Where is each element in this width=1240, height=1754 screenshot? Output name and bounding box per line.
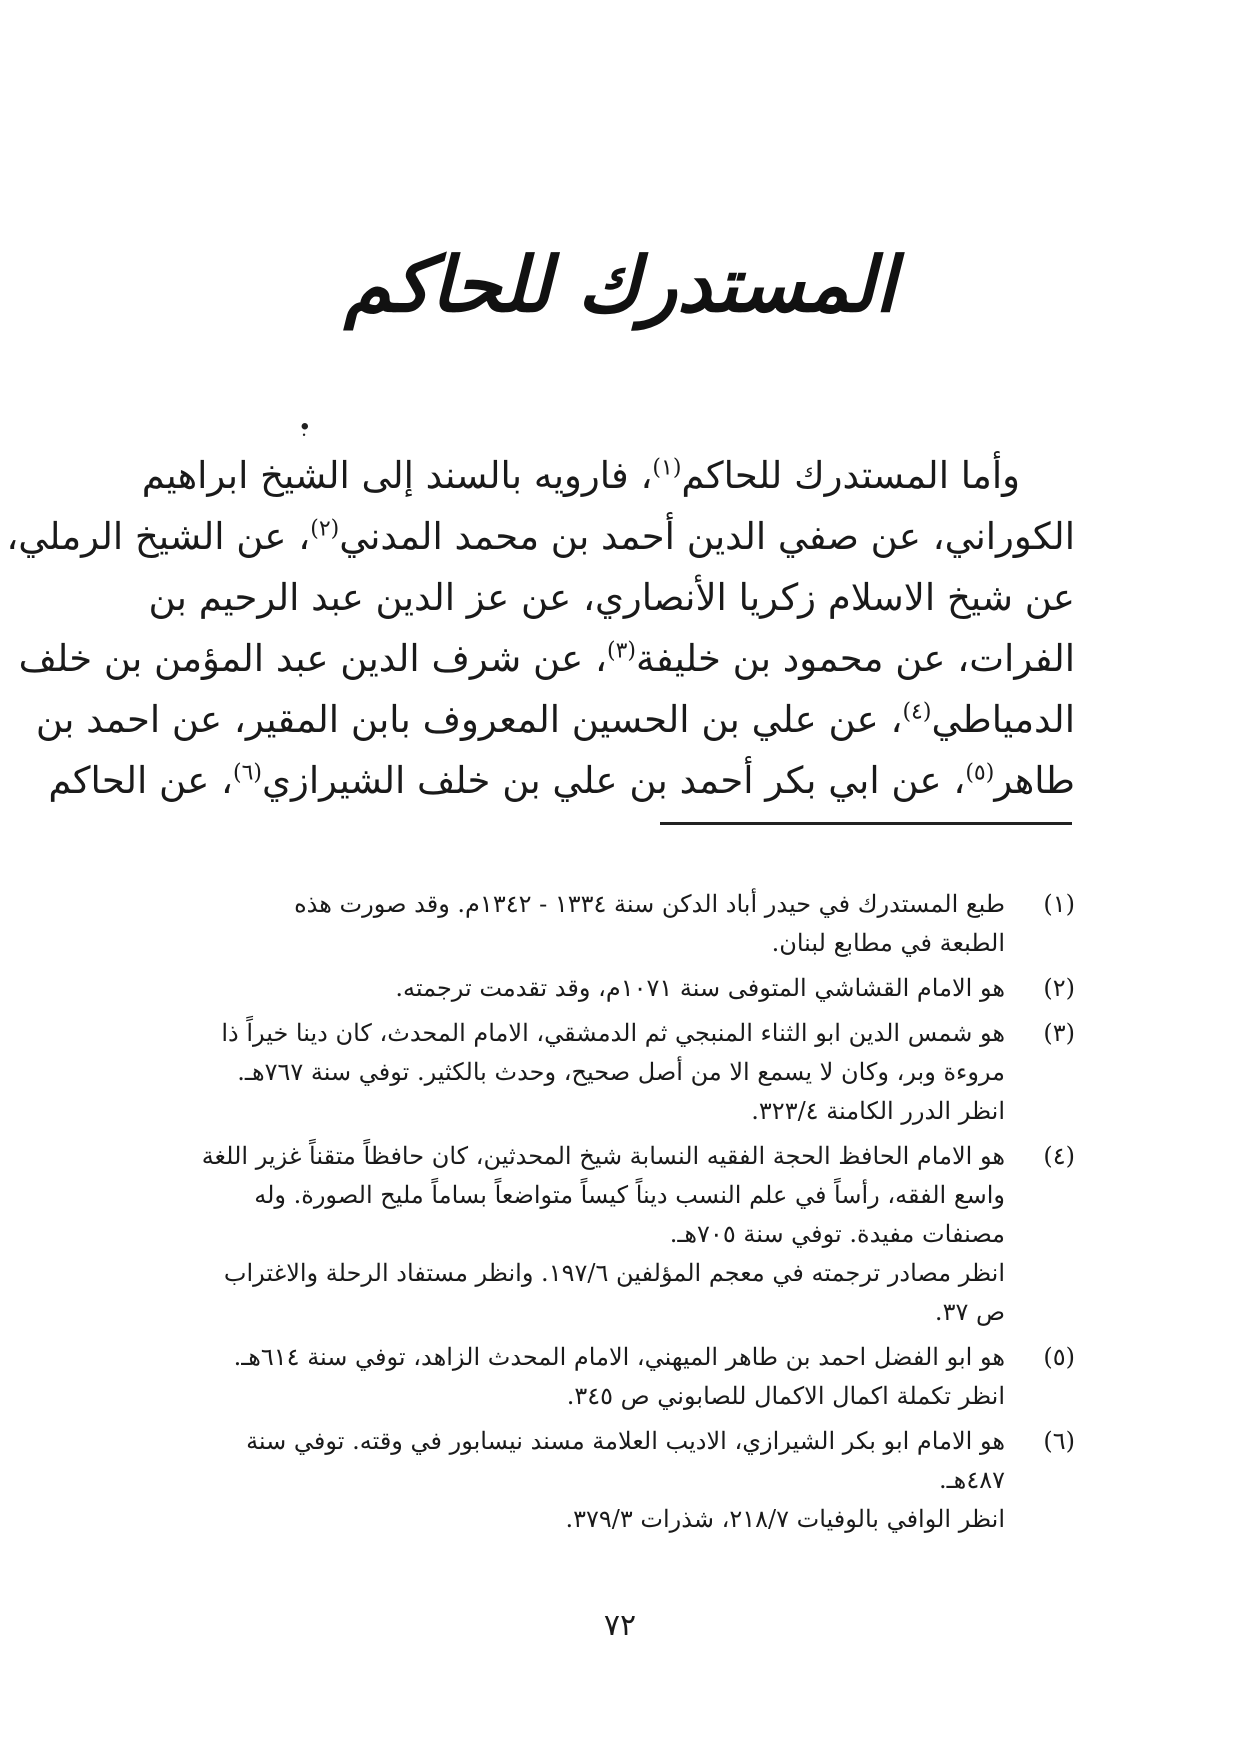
footnote-line: الطبعة في مطابع لبنان.	[771, 929, 1005, 957]
footnote-line: ٤٨٧هـ.	[939, 1466, 1005, 1494]
footnote-line: واسع الفقه، رأساً في علم النسب ديناً كيساً متواضعاً بساماً مليح الصورة. وله	[254, 1181, 1005, 1209]
body-text-segment: ، عن علي بن الحسين المعروف بابن المقير، عن احمد بن	[35, 698, 903, 741]
body-text-segment: ، فارويه بالسند إلى الشيخ ابراهيم	[141, 454, 653, 497]
main-paragraph	[6, 445, 1075, 811]
body-text-segment: ، عن الشيخ الرملي،	[6, 515, 311, 558]
footnote-ref-6: (٦)	[232, 760, 262, 786]
footnote-text	[180, 1422, 1005, 1539]
body-line-2	[6, 506, 1075, 567]
footnote-line: مصنفات مفيدة. توفي سنة ٧٠٥هـ.	[669, 1220, 1005, 1248]
ornament-mark: •ٜ	[300, 410, 310, 438]
footnote-ref-4: (٤)	[902, 699, 932, 725]
body-text-segment: ، عن ابي بكر أحمد بن علي بن خلف الشيرازي	[262, 759, 966, 802]
footnote-line: هو الامام القشاشي المتوفى سنة ١٠٧١م، وقد تقدمت ترجمته.	[395, 974, 1005, 1002]
footnote-line: انظر تكملة اكمال الاكمال للصابوني ص ٣٤٥.	[566, 1382, 1005, 1410]
footnote-line: هو ابو الفضل احمد بن طاهر الميهني، الامام المحدث الزاهد، توفي سنة ٦١٤هـ.	[233, 1343, 1005, 1371]
body-text-segment: الكوراني، عن صفي الدين أحمد بن محمد المدني	[339, 515, 1075, 558]
footnote-number: (٦)	[1043, 1427, 1075, 1455]
footnote-text	[180, 885, 1005, 963]
footnote-6	[180, 1422, 1075, 1539]
chapter-heading: المستدرك للحاكم	[344, 240, 896, 329]
body-text-segment: وأما المستدرك للحاكم	[681, 454, 1020, 497]
body-text-segment: عن شيخ الاسلام زكريا الأنصاري، عن عز الدين عبد الرحيم بن	[148, 576, 1075, 619]
footnote-1	[180, 885, 1075, 963]
footnote-number: (٤)	[1043, 1142, 1075, 1170]
footnote-ref-3: (٣)	[606, 638, 636, 664]
footnote-ref-1: (١)	[652, 455, 682, 481]
footnote-line: ص ٣٧.	[934, 1298, 1005, 1326]
footnote-number: (٢)	[1043, 974, 1075, 1002]
body-line-3	[148, 567, 1075, 628]
footnote-text	[180, 1014, 1005, 1131]
body-text-segment: الدمياطي	[931, 698, 1075, 741]
footnote-5	[180, 1338, 1075, 1416]
footnote-text	[180, 969, 1005, 1008]
body-line-1	[141, 445, 1075, 506]
footnote-separator	[660, 822, 1072, 825]
page-number: ٧٢	[603, 1608, 637, 1643]
body-text-segment: طاهر	[994, 759, 1075, 802]
footnote-line: مروءة وبر، وكان لا يسمع الا من أصل صحيح، وحدث بالكثير. توفي سنة ٧٦٧هـ.	[237, 1058, 1005, 1086]
body-text-segment: الفرات، عن محمود بن خليفة	[635, 637, 1075, 680]
footnote-number: (٥)	[1043, 1343, 1075, 1371]
body-line-6	[48, 750, 1075, 811]
footnotes	[180, 885, 1075, 1545]
footnote-number: (٣)	[1043, 1019, 1075, 1047]
body-text-segment: ، عن الحاكم	[48, 759, 233, 802]
footnote-text	[180, 1338, 1005, 1416]
footnote-line: انظر مصادر ترجمته في معجم المؤلفين ١٩٧/٦. وانظر مستفاد الرحلة والاغتراب	[223, 1259, 1005, 1287]
footnote-line: انظر الدرر الكامنة ٣٢٣/٤.	[751, 1097, 1005, 1125]
footnote-2	[180, 969, 1075, 1008]
footnote-line: هو شمس الدين ابو الثناء المنبجي ثم الدمشقي، الامام المحدث، كان دينا خيراً ذا	[221, 1019, 1005, 1047]
footnote-text	[180, 1137, 1005, 1332]
body-text-segment: ، عن شرف الدين عبد المؤمن بن خلف	[18, 637, 607, 680]
footnote-4	[180, 1137, 1075, 1332]
footnote-line: هو الامام ابو بكر الشيرازي، الاديب العلامة مسند نيسابور في وقته. توفي سنة	[246, 1427, 1005, 1455]
footnote-line: طبع المستدرك في حيدر أباد الدكن سنة ١٣٣٤ - ١٣٤٢م. وقد صورت هذه	[294, 890, 1005, 918]
footnote-line: انظر الوافي بالوفيات ٢١٨/٧، شذرات ٣٧٩/٣.	[565, 1505, 1005, 1533]
body-line-4	[18, 628, 1075, 689]
footnote-number: (١)	[1043, 890, 1075, 918]
footnote-line: هو الامام الحافظ الحجة الفقيه النسابة شيخ المحدثين، كان حافظاً متقناً غزير اللغة	[201, 1142, 1005, 1170]
footnote-ref-2: (٢)	[310, 516, 340, 542]
footnote-ref-5: (٥)	[965, 760, 995, 786]
body-line-5	[35, 689, 1075, 750]
footnote-3	[180, 1014, 1075, 1131]
